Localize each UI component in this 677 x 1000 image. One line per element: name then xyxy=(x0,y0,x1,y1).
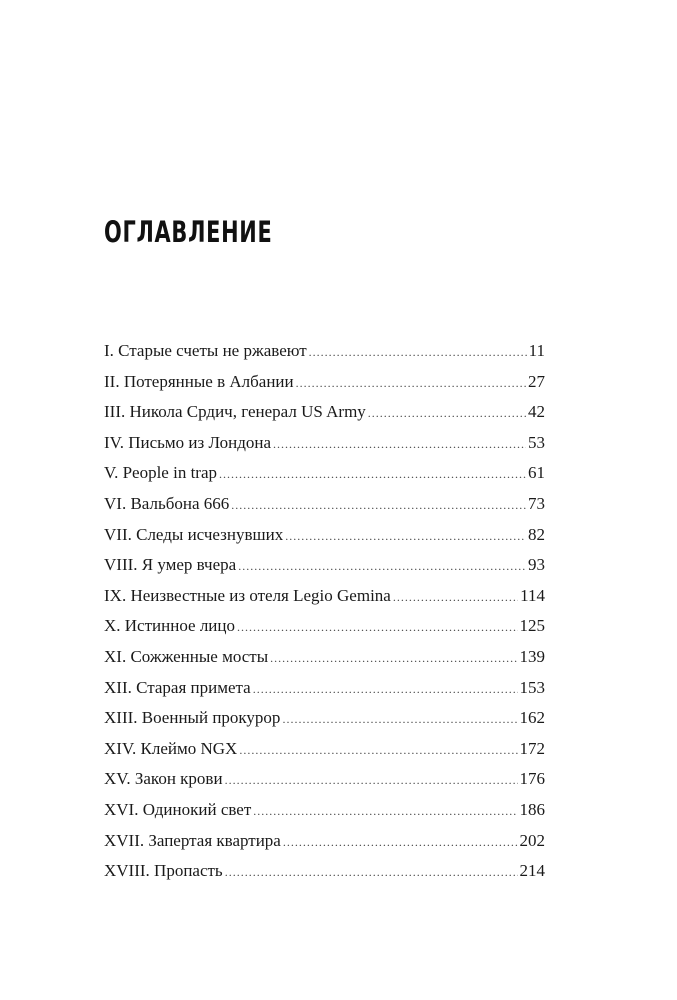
dot-leader xyxy=(393,582,518,612)
toc-entry-title: VI. Вальбона 666 xyxy=(104,493,230,513)
toc-entry-title: IV. Письмо из Лондона xyxy=(104,432,271,452)
toc-entry-17[interactable] xyxy=(104,826,545,857)
toc-entry-title: XI. Сожженные мосты xyxy=(104,646,269,666)
toc-page-number: 11 xyxy=(528,341,545,360)
toc-entry-title: XIV. Клеймо NGX xyxy=(104,738,238,758)
toc-entry-18[interactable] xyxy=(104,856,545,887)
toc-entry-13[interactable] xyxy=(104,703,545,734)
dot-leader xyxy=(231,490,526,520)
toc-entry-8[interactable] xyxy=(104,550,545,581)
toc-entry-title: V. People in trap xyxy=(104,463,218,483)
toc-page-number: 61 xyxy=(528,463,545,483)
toc-page-number: 125 xyxy=(519,616,545,636)
toc-page-number: 53 xyxy=(528,432,545,452)
dot-leader xyxy=(237,612,517,642)
toc-page-number: 93 xyxy=(528,555,545,575)
toc-entry-14[interactable] xyxy=(104,734,545,765)
dot-leader xyxy=(238,551,526,581)
toc-entry-9[interactable] xyxy=(104,581,545,612)
toc-entry-4[interactable] xyxy=(104,428,545,459)
toc-entry-12[interactable] xyxy=(104,673,545,704)
dot-leader xyxy=(225,765,518,795)
toc-entry-title: XVI. Одинокий свет xyxy=(104,799,252,819)
dot-leader xyxy=(219,459,526,489)
dot-leader xyxy=(253,796,517,826)
page-title: ОГЛАВЛЕНИЕ xyxy=(104,215,273,249)
toc-page-number: 202 xyxy=(519,830,545,850)
toc-entry-title: III. Никола Срдич, генерал US Army xyxy=(104,402,366,422)
toc-page-number: 186 xyxy=(519,799,545,819)
toc-entry-title: II. Потерянные в Албании xyxy=(104,371,294,391)
toc-page-number: 214 xyxy=(519,861,545,881)
toc-page-number: 73 xyxy=(528,493,545,513)
toc-entry-6[interactable] xyxy=(104,489,545,520)
dot-leader xyxy=(296,368,526,398)
toc-entry-title: XVII. Запертая квартира xyxy=(104,830,281,850)
toc-page-number: 27 xyxy=(528,371,545,391)
toc-page-number: 114 xyxy=(520,585,545,605)
toc-entry-3[interactable] xyxy=(104,397,545,428)
toc-entry-1[interactable] xyxy=(104,336,545,367)
toc-entry-title: XII. Старая примета xyxy=(104,677,251,697)
toc-page-number: 139 xyxy=(519,646,545,666)
dot-leader xyxy=(225,857,518,887)
toc-entry-15[interactable] xyxy=(104,764,545,795)
toc-entry-2[interactable] xyxy=(104,367,545,398)
toc-entry-5[interactable] xyxy=(104,458,545,489)
toc-entry-title: XVIII. Пропасть xyxy=(104,861,223,881)
dot-leader xyxy=(285,521,526,551)
dot-leader xyxy=(368,398,526,428)
dot-leader xyxy=(239,735,517,765)
toc-entry-title: I. Старые счеты не ржавеют xyxy=(104,341,307,360)
toc-entry-10[interactable] xyxy=(104,611,545,642)
toc-page-number: 172 xyxy=(519,738,545,758)
dot-leader xyxy=(253,674,518,704)
toc-page-number: 162 xyxy=(519,708,545,728)
dot-leader xyxy=(270,643,517,673)
dot-leader xyxy=(309,337,527,367)
toc-entry-title: XIII. Военный прокурор xyxy=(104,708,281,728)
dot-leader xyxy=(282,704,517,734)
toc-page-number: 82 xyxy=(528,524,545,544)
dot-leader xyxy=(273,429,526,459)
table-of-contents xyxy=(104,336,545,887)
toc-entry-11[interactable] xyxy=(104,642,545,673)
toc-page-number: 153 xyxy=(519,677,545,697)
toc-entry-title: IX. Неизвестные из отеля Legio Gemina xyxy=(104,585,391,605)
toc-entry-title: XV. Закон крови xyxy=(104,769,223,789)
dot-leader xyxy=(283,827,518,857)
toc-page-number: 42 xyxy=(528,402,545,422)
toc-entry-title: VIII. Я умер вчера xyxy=(104,555,237,575)
toc-entry-title: X. Истинное лицо xyxy=(104,616,236,636)
toc-entry-7[interactable] xyxy=(104,520,545,551)
toc-entry-16[interactable] xyxy=(104,795,545,826)
toc-entry-title: VII. Следы исчезнувших xyxy=(104,524,284,544)
toc-page-number: 176 xyxy=(519,769,545,789)
